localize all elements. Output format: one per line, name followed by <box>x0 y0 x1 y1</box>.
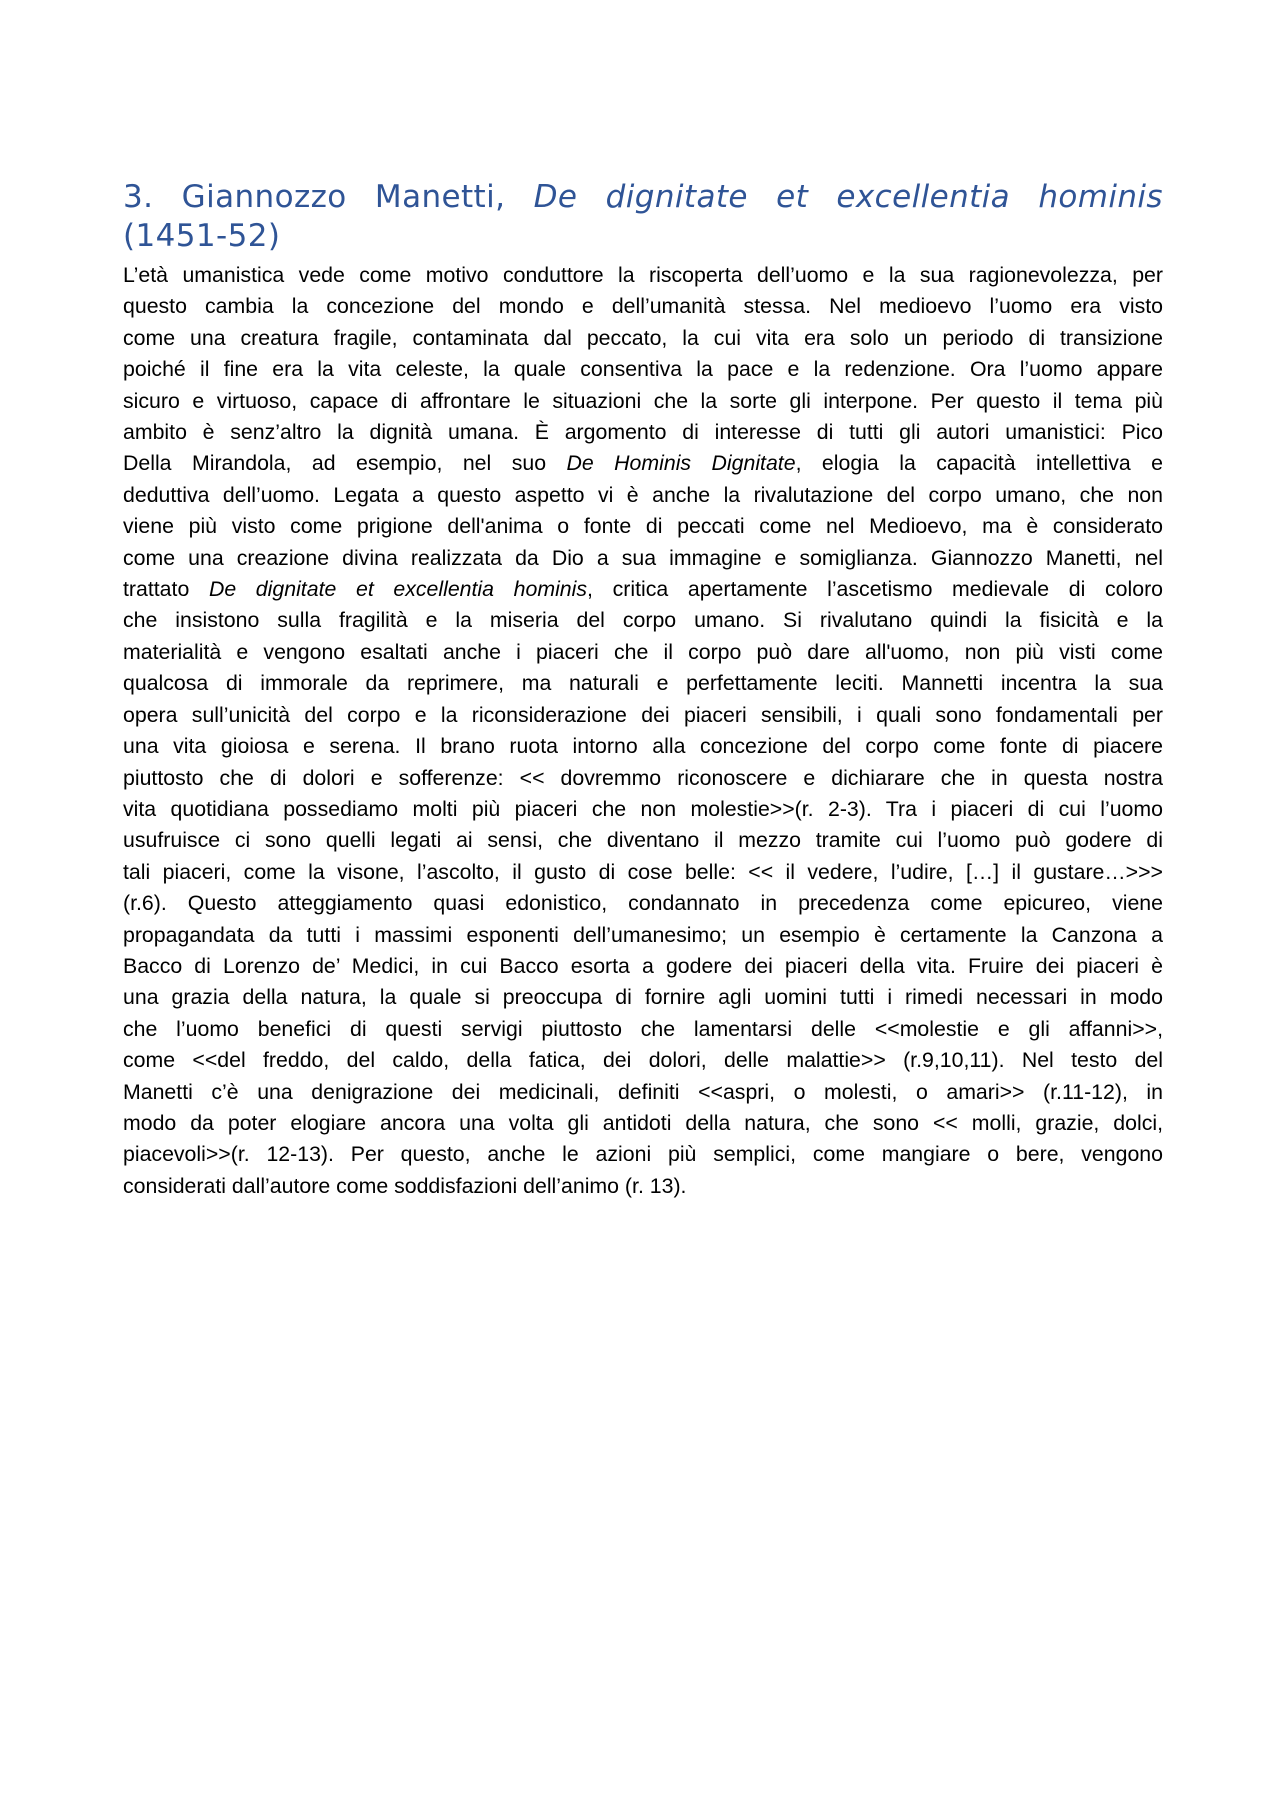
paragraph-line: qualcosa di immorale da reprimere, ma naturali e perfettamente leciti. Mannetti incentra la sua <box>123 671 1163 696</box>
paragraph-line: poiché il fine era la vita celeste, la quale consentiva la pace e la redenzione. Ora l’uomo appare <box>123 357 1163 382</box>
paragraph-line: usufruisce ci sono quelli legati ai sensi, che diventano il mezzo tramite cui l’uomo può godere di <box>123 828 1163 853</box>
paragraph-line: che l’uomo benefici di questi servigi piuttosto che lamentarsi delle <<molestie e gli affanni>>, <box>123 1016 1163 1041</box>
paragraph-line: ambito è senz’altro la dignità umana. È argomento di interesse di tutti gli autori umanistici: Pico <box>123 420 1163 445</box>
italic-title: De dignitate et excellentia hominis <box>208 577 588 602</box>
line-text: trattato <box>123 577 209 602</box>
section-heading <box>123 178 1163 217</box>
paragraph-line: Bacco di Lorenzo de’ Medici, in cui Bacco esorta a godere dei piaceri della vita. Fruire dei piaceri è <box>123 953 1163 978</box>
paragraph-line: come una creazione divina realizzata da Dio a sua immagine e somiglianza. Giannozzo Manetti, nel <box>123 545 1163 570</box>
paragraph-line: sicuro e virtuoso, capace di affrontare le situazioni che la sorte gli interpone. Per questo il tema più <box>123 388 1163 413</box>
paragraph-line: considerati dall’autore come soddisfazioni dell’animo (r. 13). <box>123 1173 687 1198</box>
paragraph-line: piacevoli>>(r. 12-13). Per questo, anche le azioni più semplici, come mangiare o bere, vengono <box>123 1142 1163 1167</box>
paragraph-line: una vita gioiosa e serena. Il brano ruota intorno alla concezione del corpo come fonte di piacere <box>123 734 1163 759</box>
paragraph-line: come una creatura fragile, contaminata dal peccato, la cui vita era solo un periodo di transizione <box>123 325 1163 350</box>
heading-number: 3. Giannozzo Manetti, <box>123 179 534 215</box>
italic-title: De Hominis Dignitate <box>566 451 796 476</box>
paragraph-line: propagandata da tutti i massimi esponenti dell’umanesimo; un esempio è certamente la Canzona a <box>123 922 1163 947</box>
paragraph-line: una grazia della natura, la quale si preoccupa di fornire agli uomini tutti i rimedi necessari in modo <box>123 985 1163 1010</box>
paragraph-line: tali piaceri, come la visone, l’ascolto, il gusto di cose belle: << il vedere, l’udire, […] il gustare…>>> <box>123 859 1163 884</box>
paragraph-line: deduttiva dell’uomo. Legata a questo aspetto vi è anche la rivalutazione del corpo umano, che non <box>123 482 1163 507</box>
line-text: , critica apertamente l’ascetismo medievale di coloro <box>587 577 1164 602</box>
paragraph-line <box>123 574 1163 605</box>
paragraph-line: questo cambia la concezione del mondo e dell’umanità stessa. Nel medioevo l’uomo era visto <box>123 294 1163 319</box>
heading-work-title: De dignitate et excellentia hominis <box>533 179 1163 215</box>
paragraph-line: (r.6). Questo atteggiamento quasi edonistico, condannato in precedenza come epicureo, viene <box>123 891 1163 916</box>
body-paragraph <box>123 260 1163 1202</box>
line-text: Della Mirandola, ad esempio, nel suo <box>123 451 567 476</box>
heading-years: (1451-52) <box>123 218 281 254</box>
document-content <box>123 178 1163 1202</box>
paragraph-line: viene più visto come prigione dell'anima o fonte di peccati come nel Medioevo, ma è considerato <box>123 514 1163 539</box>
paragraph-line: Manetti c’è una denigrazione dei medicinali, definiti <<aspri, o molesti, o amari>> (r.11-12), in <box>123 1079 1163 1104</box>
paragraph-line: opera sull’unicità del corpo e la riconsiderazione dei piaceri sensibili, i quali sono fondamentali per <box>123 702 1163 727</box>
paragraph-line: piuttosto che di dolori e sofferenze: << dovremmo riconoscere e dichiarare che in questa nostra <box>123 765 1163 790</box>
paragraph-line: vita quotidiana possediamo molti più piaceri che non molestie>>(r. 2-3). Tra i piaceri di cui l’uomo <box>123 796 1163 821</box>
paragraph-line: materialità e vengono esaltati anche i piaceri che il corpo può dare all'uomo, non più visti come <box>123 639 1163 664</box>
paragraph-line: che insistono sulla fragilità e la miseria del corpo umano. Si rivalutano quindi la fisicità e la <box>123 608 1163 633</box>
paragraph-line <box>123 448 1163 479</box>
line-text: , elogia la capacità intellettiva e <box>795 451 1163 476</box>
paragraph-line: L’età umanistica vede come motivo conduttore la riscoperta dell’uomo e la sua ragionevolezza, per <box>123 263 1163 287</box>
paragraph-line: modo da poter elogiare ancora una volta gli antidoti della natura, che sono << molli, grazie, dolci, <box>123 1110 1163 1135</box>
paragraph-line: come <<del freddo, del caldo, della fatica, dei dolori, delle malattie>> (r.9,10,11). Nel testo del <box>123 1048 1163 1073</box>
